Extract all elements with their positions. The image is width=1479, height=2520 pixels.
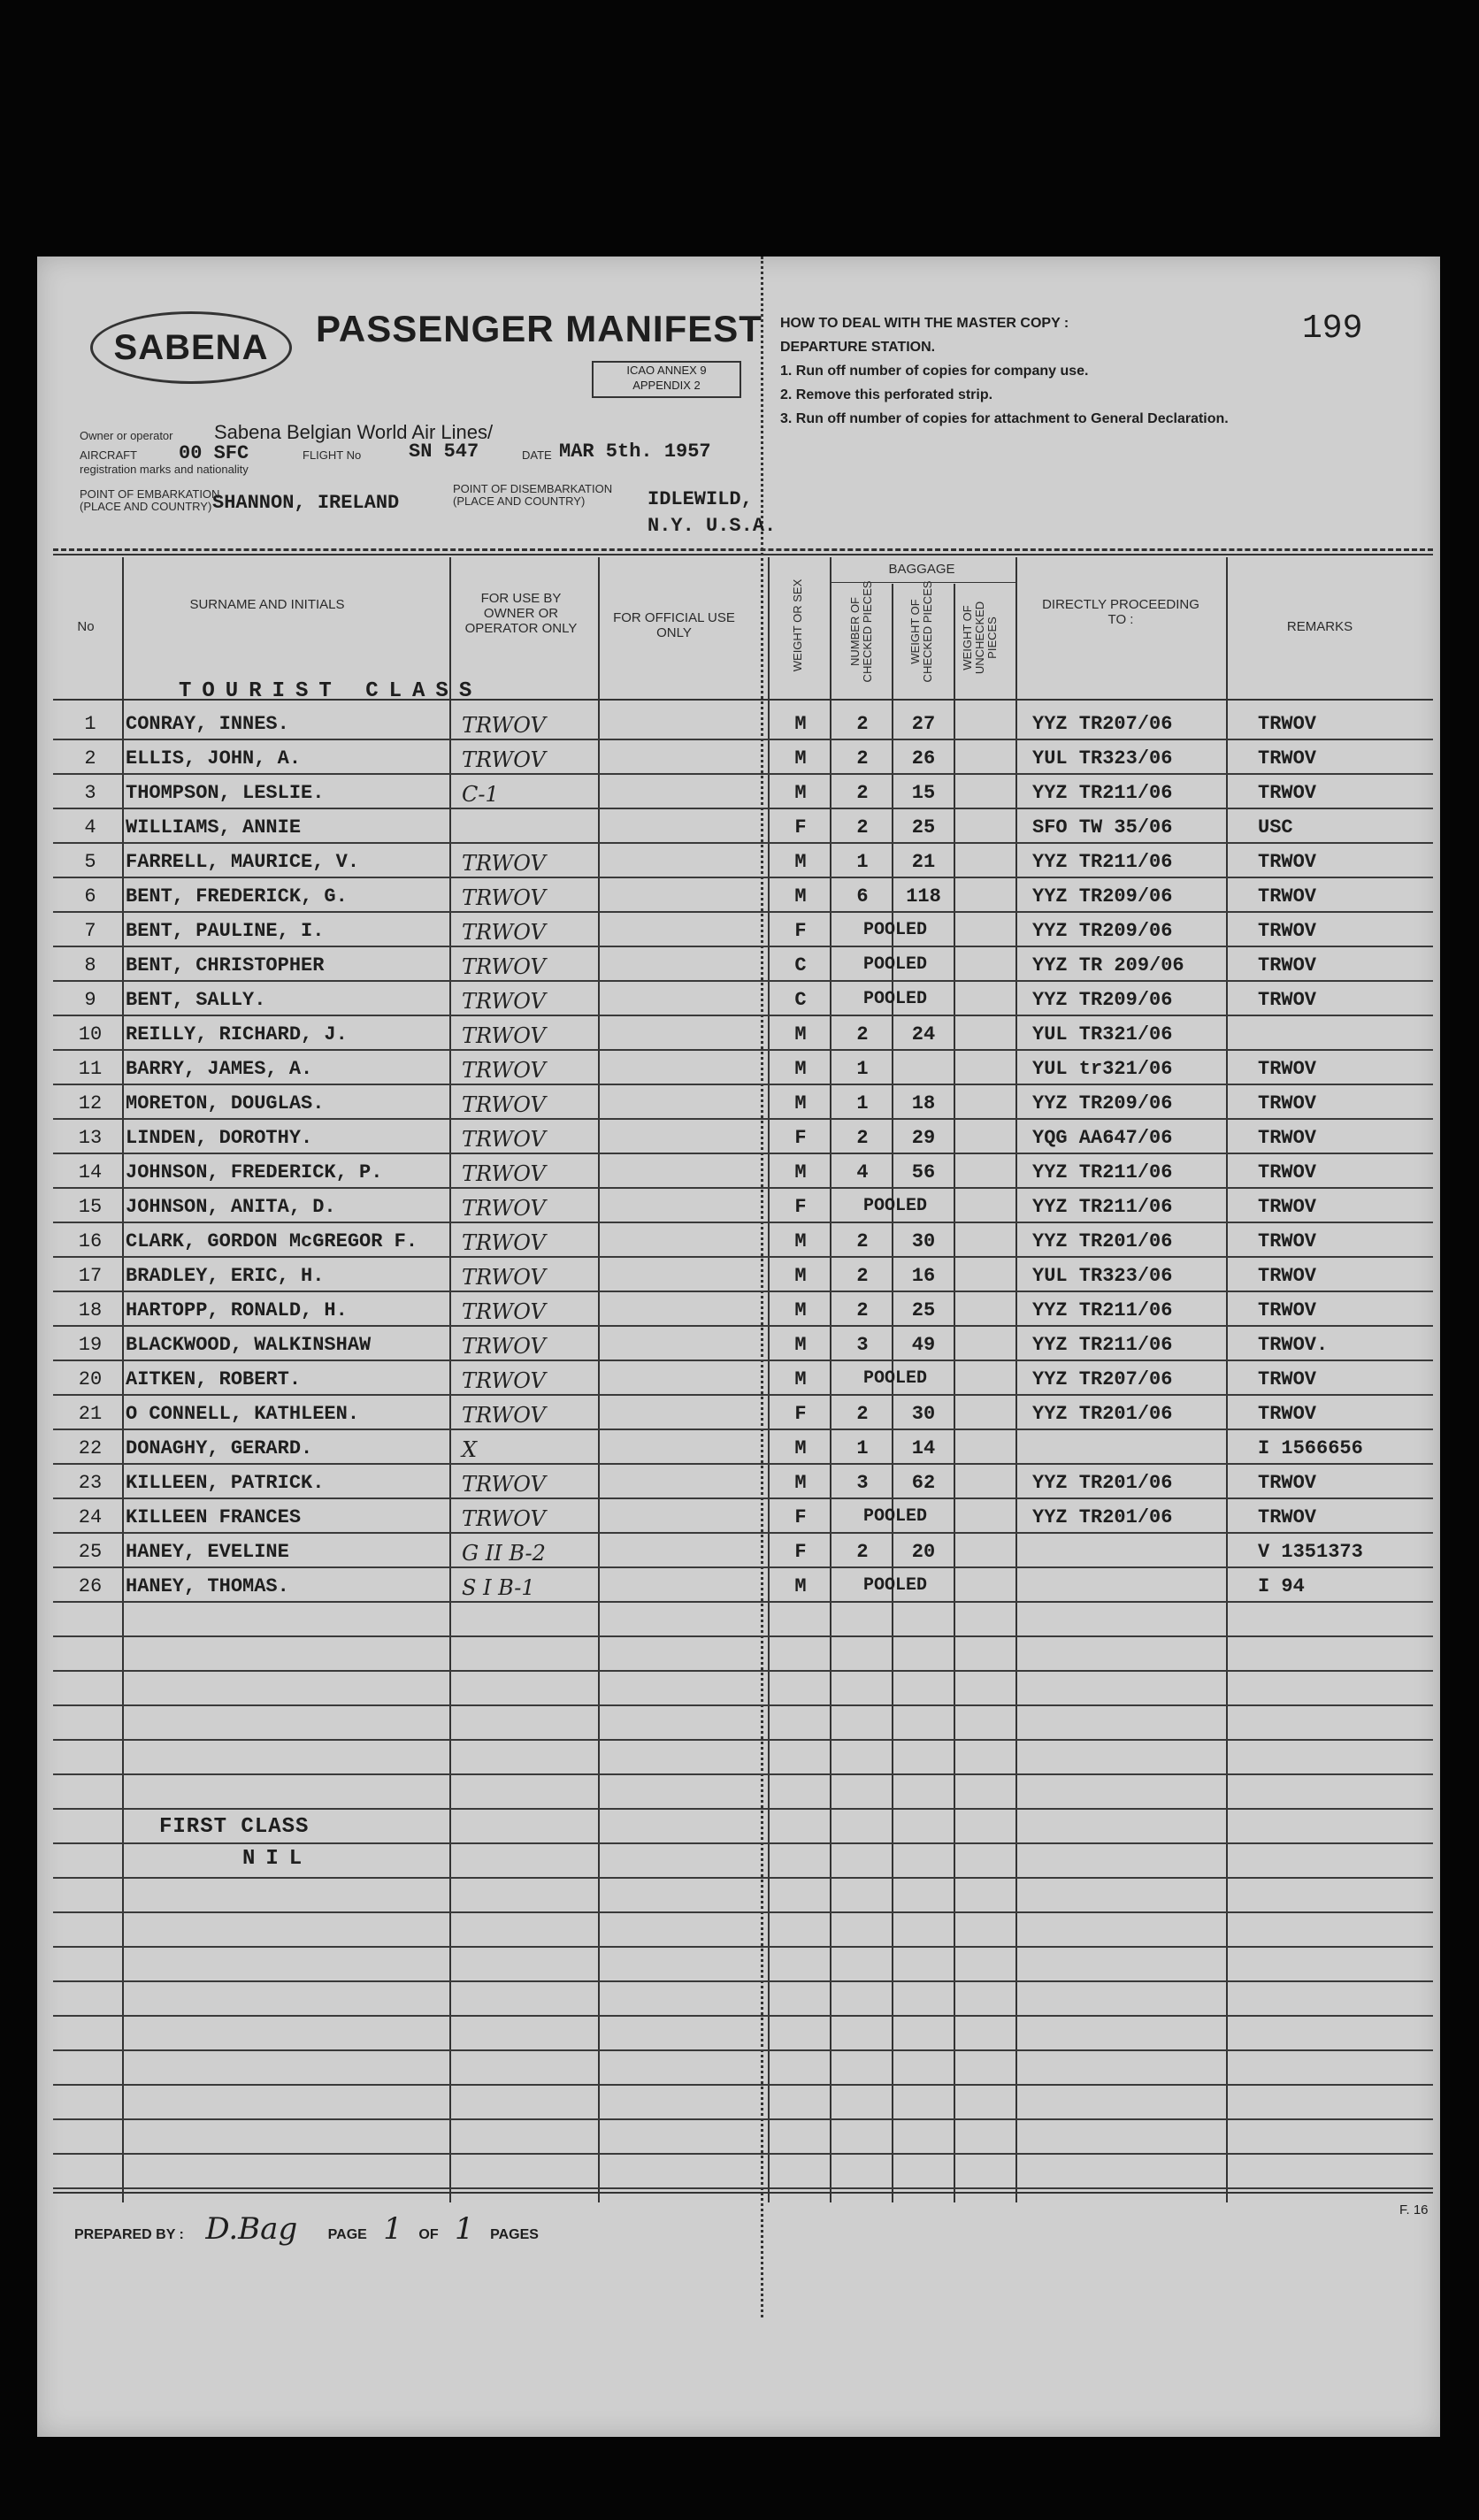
weight-sex: F [794,816,807,839]
col-baggage: BAGGAGE [888,562,955,577]
table-row [37,844,1440,878]
checked-pieces: POOLED [862,989,927,1009]
destination: YQG AA647/06 [1032,1127,1173,1149]
table-row [37,1568,1440,1603]
weight-sex: M [794,782,807,804]
passenger-name: BLACKWOOD, WALKINSHAW [126,1334,372,1356]
checked-pieces: 4 [856,1161,869,1183]
row-number: 26 [78,1575,103,1597]
destination: YUL TR323/06 [1032,1265,1173,1287]
row-number: 8 [84,954,96,977]
remarks: USC [1258,816,1293,839]
checked-pieces: 2 [856,782,869,804]
checked-pieces: 2 [856,1230,869,1252]
passenger-name: KILLEEN, PATRICK. [126,1472,325,1494]
empty-row [37,2051,1440,2086]
footer [74,2211,539,2247]
destination: YYZ TR209/06 [1032,885,1173,908]
passenger-name: JOHNSON, ANITA, D. [126,1196,336,1218]
aircraft-value: 00 SFC [179,442,249,464]
remarks: TRWOV [1258,1161,1317,1183]
passenger-name: KILLEEN FRANCES [126,1506,302,1528]
owner-mark: TRWOV [462,1265,546,1290]
checked-pieces: POOLED [862,954,927,975]
owner-mark: TRWOV [462,1127,546,1152]
owner-mark: TRWOV [462,747,546,772]
weight-sex: M [794,851,807,873]
owner-mark: G II B-2 [462,1541,546,1566]
owner-mark: TRWOV [462,954,546,979]
passenger-name: ELLIS, JOHN, A. [126,747,302,770]
icao-box: ICAO ANNEX 9 APPENDIX 2 [592,361,741,398]
table-row [37,947,1440,982]
destination: SFO TW 35/06 [1032,816,1173,839]
checked-pieces: 2 [856,1127,869,1149]
checked-pieces: POOLED [862,1575,927,1596]
weight-sex: M [794,1368,807,1390]
remarks: TRWOV. [1258,1334,1329,1356]
flight-value: SN 547 [409,440,479,463]
table-row [37,1327,1440,1361]
row-number: 14 [78,1161,103,1183]
table-row [37,1085,1440,1120]
header-divider-2 [53,554,1433,555]
checked-pieces: 2 [856,713,869,735]
remarks: TRWOV [1258,885,1317,908]
row-number: 9 [84,989,96,1011]
destination: YYZ TR201/06 [1032,1472,1173,1494]
destination: YYZ TR211/06 [1032,1161,1173,1183]
passenger-name: HARTOPP, RONALD, H. [126,1299,348,1321]
checked-weight: 118 [906,885,941,908]
embark-label: POINT OF EMBARKATION (PLACE AND COUNTRY) [80,487,220,513]
passenger-name: BENT, SALLY. [126,989,266,1011]
table-row [37,1154,1440,1189]
checked-pieces: 1 [856,851,869,873]
destination: YYZ TR207/06 [1032,1368,1173,1390]
owner-mark: TRWOV [462,851,546,876]
table-row [37,982,1440,1016]
destination: YYZ TR201/06 [1032,1230,1173,1252]
passenger-name: AITKEN, ROBERT. [126,1368,302,1390]
aircraft-label: AIRCRAFT [80,448,137,462]
checked-weight: 25 [911,816,936,839]
row-number: 17 [78,1265,103,1287]
checked-weight: 21 [911,851,936,873]
table-row [37,1465,1440,1499]
destination: YYZ TR209/06 [1032,920,1173,942]
passenger-name: HANEY, THOMAS. [126,1575,289,1597]
table-row [37,1223,1440,1258]
checked-weight: 20 [911,1541,936,1563]
remarks: TRWOV [1258,1058,1317,1080]
owner-mark: TRWOV [462,1334,546,1359]
empty-row [37,2086,1440,2120]
owner-mark: TRWOV [462,1472,546,1497]
empty-row [37,2155,1440,2189]
row-number: 10 [78,1023,103,1046]
date-label: DATE [522,448,552,462]
empty-row [37,1775,1440,1810]
checked-weight: 14 [911,1437,936,1459]
owner-mark: TRWOV [462,1368,546,1393]
empty-row [37,1741,1440,1775]
empty-row [37,2120,1440,2155]
owner-mark: TRWOV [462,1230,546,1255]
weight-sex: M [794,885,807,908]
table-row [37,1189,1440,1223]
checked-pieces: 2 [856,1299,869,1321]
checked-pieces: 1 [856,1058,869,1080]
remarks: TRWOV [1258,1196,1317,1218]
destination: YUL TR323/06 [1032,747,1173,770]
col-directly-proceeding: DIRECTLY PROCEEDING TO : [1042,597,1199,627]
row-number: 7 [84,920,96,942]
passenger-name: FARRELL, MAURICE, V. [126,851,360,873]
sabena-logo: SABENA [90,311,292,384]
remarks: TRWOV [1258,747,1317,770]
remarks: TRWOV [1258,1472,1317,1494]
disembark-value: IDLEWILD, [648,488,753,510]
checked-pieces: POOLED [862,1196,927,1216]
checked-weight: 15 [911,782,936,804]
of-value: 1 [455,2211,474,2247]
passenger-name: THOMPSON, LESLIE. [126,782,325,804]
row-number: 13 [78,1127,103,1149]
header-divider [53,548,1433,551]
row-number: 3 [84,782,96,804]
weight-sex: F [794,1506,807,1528]
remarks: TRWOV [1258,1299,1317,1321]
checked-pieces: 2 [856,816,869,839]
col-no: No [77,619,95,634]
empty-row [37,1603,1440,1637]
empty-row [37,1637,1440,1672]
section-first-value: NIL [242,1847,313,1871]
remarks: TRWOV [1258,1230,1317,1252]
prepared-by-signature: D.Bag [205,2211,298,2247]
checked-pieces: 6 [856,885,869,908]
weight-sex: M [794,1575,807,1597]
col-unchecked-weight: WEIGHT OF UNCHECKED PIECES [961,601,999,675]
table-row [37,913,1440,947]
table-row [37,1361,1440,1396]
remarks: I 1566656 [1258,1437,1363,1459]
row-number: 12 [78,1092,103,1114]
remarks: I 94 [1258,1575,1305,1597]
row-number: 24 [78,1506,103,1528]
row-number: 2 [84,747,96,770]
owner-value: Sabena Belgian World Air Lines/ [214,421,494,443]
owner-mark: X [462,1437,478,1462]
owner-mark: TRWOV [462,885,546,910]
destination: YYZ TR211/06 [1032,1196,1173,1218]
weight-sex: M [794,1334,807,1356]
col-name: SURNAME AND INITIALS [189,597,345,612]
remarks: TRWOV [1258,954,1317,977]
col-checked-weight: WEIGHT OF CHECKED PIECES [908,580,934,683]
remarks: TRWOV [1258,713,1317,735]
destination: YYZ TR211/06 [1032,782,1173,804]
checked-weight: 29 [911,1127,936,1149]
destination: YYZ TR201/06 [1032,1506,1173,1528]
remarks: TRWOV [1258,851,1317,873]
form-number: F. 16 [1399,2202,1429,2217]
checked-weight: 18 [911,1092,936,1114]
remarks: TRWOV [1258,920,1317,942]
passenger-name: BENT, PAULINE, I. [126,920,325,942]
destination: YYZ TR211/06 [1032,1299,1173,1321]
checked-pieces: 2 [856,1541,869,1563]
row-number: 22 [78,1437,103,1459]
row-number: 6 [84,885,96,908]
owner-mark: TRWOV [462,1403,546,1428]
passenger-name: CONRAY, INNES. [126,713,289,735]
date-value: MAR 5th. 1957 [559,440,711,463]
checked-pieces: 2 [856,1403,869,1425]
owner-mark: TRWOV [462,713,546,738]
disembark-label: POINT OF DISEMBARKATION (PLACE AND COUNTRY) [453,482,613,508]
passenger-name: LINDEN, DOROTHY. [126,1127,313,1149]
weight-sex: M [794,747,807,770]
checked-weight: 24 [911,1023,936,1046]
passenger-name: REILLY, RICHARD, J. [126,1023,348,1046]
row-number: 25 [78,1541,103,1563]
row-number: 23 [78,1472,103,1494]
checked-weight: 26 [911,747,936,770]
remarks: TRWOV [1258,1265,1317,1287]
col-remarks: REMARKS [1286,619,1353,634]
remarks: TRWOV [1258,989,1317,1011]
checked-pieces: 1 [856,1092,869,1114]
col-weight-sex: WEIGHT OR SEX [791,578,804,672]
table-row [37,1430,1440,1465]
empty-row [37,1913,1440,1948]
owner-mark: TRWOV [462,1092,546,1117]
remarks: TRWOV [1258,1127,1317,1149]
col-official-use: FOR OFFICIAL USE ONLY [613,610,735,640]
passenger-name: DONAGHY, GERARD. [126,1437,313,1459]
passenger-name: WILLIAMS, ANNIE [126,816,302,839]
checked-weight: 16 [911,1265,936,1287]
table-row [37,1051,1440,1085]
checked-pieces: 2 [856,1023,869,1046]
page-label: PAGE [327,2227,367,2242]
checked-pieces: 3 [856,1472,869,1494]
checked-weight: 49 [911,1334,936,1356]
weight-sex: C [794,989,807,1011]
weight-sex: M [794,1092,807,1114]
checked-pieces: POOLED [862,1506,927,1527]
passenger-name: HANEY, EVELINE [126,1541,289,1563]
checked-pieces: POOLED [862,1368,927,1389]
owner-mark: TRWOV [462,920,546,945]
destination: YYZ TR211/06 [1032,851,1173,873]
row-number: 18 [78,1299,103,1321]
row-number: 19 [78,1334,103,1356]
table-row [37,706,1440,740]
of-label: OF [418,2227,439,2242]
table-row [37,775,1440,809]
owner-mark: TRWOV [462,989,546,1014]
weight-sex: M [794,1472,807,1494]
weight-sex: M [794,1161,807,1183]
checked-pieces: 2 [856,747,869,770]
row-number: 11 [78,1058,103,1080]
remarks: TRWOV [1258,1506,1317,1528]
table-row [37,1292,1440,1327]
col-checked-pieces: NUMBER OF CHECKED PIECES [848,580,874,683]
weight-sex: M [794,1058,807,1080]
remarks: V 1351373 [1258,1541,1363,1563]
weight-sex: F [794,920,807,942]
table-row [37,740,1440,775]
weight-sex: M [794,1230,807,1252]
owner-mark: TRWOV [462,1161,546,1186]
owner-mark: TRWOV [462,1506,546,1531]
checked-weight: 27 [911,713,936,735]
weight-sex: M [794,1023,807,1046]
owner-mark: TRWOV [462,1023,546,1048]
passenger-name: JOHNSON, FREDERICK, P. [126,1161,383,1183]
weight-sex: F [794,1403,807,1425]
baggage-divider [830,582,1015,583]
owner-mark: TRWOV [462,1299,546,1324]
row-number: 21 [78,1403,103,1425]
passenger-name: MORETON, DOUGLAS. [126,1092,325,1114]
destination: YYZ TR209/06 [1032,989,1173,1011]
destination: YYZ TR 209/06 [1032,954,1184,977]
table-row [37,878,1440,913]
owner-label: Owner or operator [80,429,173,442]
table-row [37,809,1440,844]
table-row [37,1258,1440,1292]
empty-row [37,2017,1440,2051]
pages-label: PAGES [490,2227,539,2242]
section-tourist: TOURIST CLASS [179,679,483,703]
table-row [37,1120,1440,1154]
remarks: TRWOV [1258,1403,1317,1425]
passenger-name: BENT, FREDERICK, G. [126,885,348,908]
weight-sex: M [794,1265,807,1287]
remarks: TRWOV [1258,1092,1317,1114]
row-number: 15 [78,1196,103,1218]
row-number: 4 [84,816,96,839]
weight-sex: F [794,1127,807,1149]
checked-pieces: 3 [856,1334,869,1356]
owner-mark: S I B-1 [462,1575,535,1600]
checked-pieces: 2 [856,1265,869,1287]
empty-row [37,1706,1440,1741]
empty-row [37,1672,1440,1706]
destination: YYZ TR209/06 [1032,1092,1173,1114]
destination: YYZ TR211/06 [1032,1334,1173,1356]
checked-pieces: POOLED [862,920,927,940]
passenger-name: O CONNELL, KATHLEEN. [126,1403,360,1425]
registration-label: registration marks and nationality [80,463,249,476]
destination: YUL tr321/06 [1032,1058,1173,1080]
passenger-name: BENT, CHRISTOPHER [126,954,325,977]
page-number: 199 [1302,310,1363,348]
owner-mark: TRWOV [462,1196,546,1221]
passenger-name: CLARK, GORDON McGREGOR F. [126,1230,418,1252]
checked-pieces: 1 [856,1437,869,1459]
weight-sex: F [794,1196,807,1218]
prepared-by-label: PREPARED BY : [74,2227,184,2242]
checked-weight: 56 [911,1161,936,1183]
passenger-name: BARRY, JAMES, A. [126,1058,313,1080]
remarks: TRWOV [1258,782,1317,804]
table-row [37,1016,1440,1051]
remarks: TRWOV [1258,1368,1317,1390]
weight-sex: F [794,1541,807,1563]
page-value: 1 [383,2211,402,2247]
destination: YYZ TR201/06 [1032,1403,1173,1425]
checked-weight: 62 [911,1472,936,1494]
empty-row [37,1879,1440,1913]
weight-sex: M [794,1437,807,1459]
row-number: 5 [84,851,96,873]
section-first: FIRST CLASS [159,1815,310,1839]
passenger-name: BRADLEY, ERIC, H. [126,1265,325,1287]
checked-weight: 25 [911,1299,936,1321]
manifest-sheet [37,257,1440,2437]
disembark-value-2: N.Y. U.S.A. [648,515,777,537]
row-number: 16 [78,1230,103,1252]
empty-row [37,1948,1440,1982]
instructions: HOW TO DEAL WITH THE MASTER COPY : DEPARTURE STATION. 1. Run off number of copies for company use. 2. Remove this perforated strip. 3. Run off number of copies for attachment to General Declaration. [780,316,1229,426]
weight-sex: M [794,713,807,735]
row-number: 20 [78,1368,103,1390]
weight-sex: C [794,954,807,977]
row-divider [53,2187,1433,2189]
page-title: PASSENGER MANIFEST [316,308,762,349]
table-bottom [53,2192,1433,2194]
owner-mark: C-1 [462,782,499,807]
col-owner-use: FOR USE BY OWNER OR OPERATOR ONLY [464,591,578,636]
table-row [37,1396,1440,1430]
embark-value: SHANNON, IRELAND [212,492,400,514]
table-row [37,1499,1440,1534]
flight-label: FLIGHT No [303,448,362,462]
checked-weight: 30 [911,1230,936,1252]
destination: YYZ TR207/06 [1032,713,1173,735]
table-row [37,1534,1440,1568]
weight-sex: M [794,1299,807,1321]
row-number: 1 [84,713,96,735]
owner-mark: TRWOV [462,1058,546,1083]
checked-weight: 30 [911,1403,936,1425]
destination: YUL TR321/06 [1032,1023,1173,1046]
empty-row [37,1982,1440,2017]
